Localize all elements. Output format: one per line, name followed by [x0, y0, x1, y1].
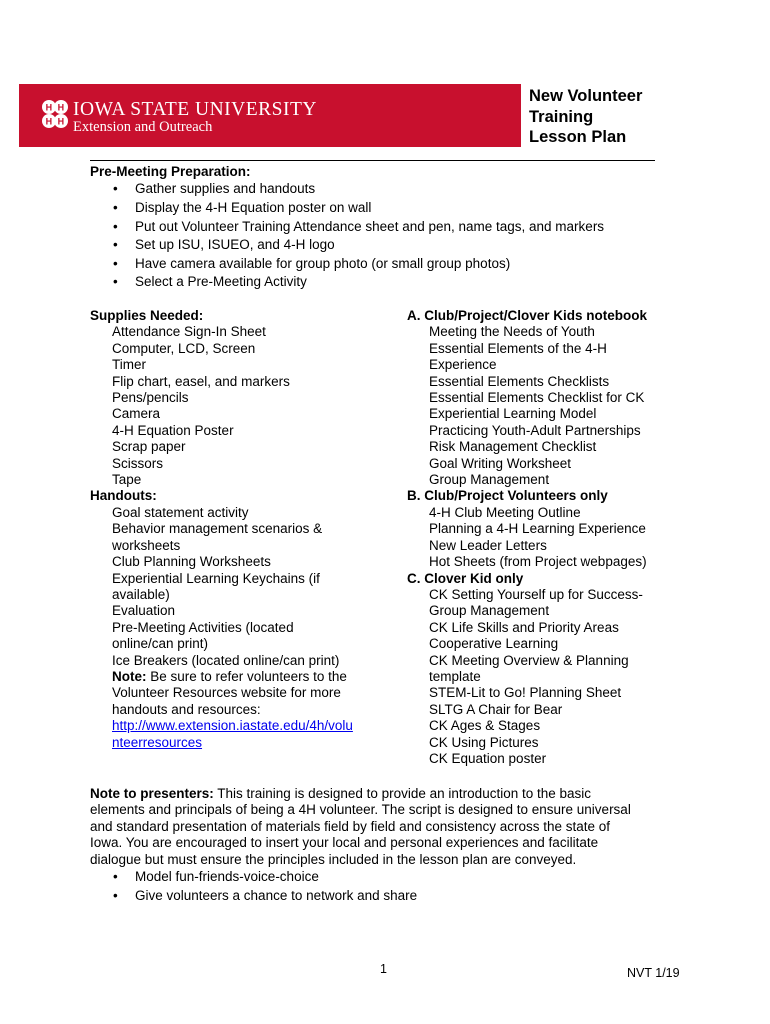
page-number: 1	[380, 962, 387, 976]
list-item: 4-H Club Meeting Outline	[429, 504, 581, 520]
list-item: Experiential Learning Keychains (if	[112, 570, 320, 586]
section-heading: C. Clover Kid only	[407, 570, 524, 586]
title-line: New Volunteer	[529, 87, 643, 105]
list-item: CK Life Skills and Priority Areas	[429, 619, 619, 635]
handouts-note	[112, 669, 390, 685]
section-c-list	[407, 587, 707, 767]
handouts-list	[90, 505, 390, 751]
note-text: Volunteer Resources website for more	[112, 685, 341, 701]
section-heading: Pre-Meeting Preparation:	[90, 164, 251, 179]
brand-subtitle: Extension and Outreach	[73, 119, 213, 135]
svg-text:H: H	[57, 116, 65, 127]
list-item: Flip chart, easel, and markers	[112, 373, 290, 389]
list-item: Hot Sheets (from Project webpages)	[429, 554, 647, 570]
title-line: Training	[529, 107, 594, 126]
list-item: Group Management	[429, 603, 550, 619]
list-item: Ice Breakers (located online/can print)	[112, 652, 340, 668]
list-item: Timer	[112, 357, 146, 373]
paragraph-text: This training is designed to provide an introduction to the basic	[213, 786, 592, 801]
list-item: Goal Writing Worksheet	[429, 455, 572, 471]
list-item: Goal statement activity	[112, 504, 249, 520]
list-item: SLTG A Chair for Bear	[429, 701, 563, 717]
list-item: Club Planning Worksheets	[112, 554, 271, 570]
isu-extension-banner	[19, 84, 521, 147]
paragraph-line: dialogue but must ensure the principles included in the lesson plan are conveyed.	[90, 851, 577, 867]
list-item: Cooperative Learning	[429, 636, 559, 652]
note-label: Note to presenters:	[90, 786, 214, 801]
list-item: Tape	[112, 472, 142, 488]
presenters-note	[90, 786, 690, 905]
list-item: CK Meeting Overview & Planning	[429, 652, 629, 668]
list-item: New Leader Letters	[429, 537, 547, 553]
list-item: • Give volunteers a chance to network and share	[90, 887, 690, 906]
volunteer-resources-link[interactable]: nteerresources	[112, 734, 203, 750]
list-item: Scissors	[112, 455, 164, 471]
list-item: Practicing Youth-Adult Partnerships	[429, 422, 641, 438]
list-item: CK Equation poster	[429, 750, 547, 766]
list-item: Essential Elements Checklists	[429, 373, 610, 389]
svg-text:H: H	[45, 102, 53, 113]
list-item: • Have camera available for group photo (or small group photos)	[90, 255, 690, 274]
paragraph-line: and standard presentation of materials field by field and consistency across the state of	[90, 818, 611, 834]
list-item: Group Management	[429, 472, 550, 488]
pre-meeting-section	[90, 164, 690, 292]
list-item: • Gather supplies and handouts	[90, 180, 690, 199]
list-item: Essential Elements of the 4-H	[429, 340, 607, 356]
section-heading: Supplies Needed:	[90, 308, 204, 323]
list-item: Experiential Learning Model	[429, 406, 597, 422]
pre-meeting-list	[90, 180, 690, 292]
list-item: Evaluation	[112, 603, 176, 619]
list-item: Experience	[429, 357, 497, 373]
list-item: Camera	[112, 406, 161, 422]
supplies-list	[90, 324, 390, 488]
list-item: CK Using Pictures	[429, 734, 539, 750]
section-a-list	[407, 324, 707, 488]
section-heading: Handouts:	[90, 488, 157, 504]
list-item: Computer, LCD, Screen	[112, 340, 256, 356]
section-heading: A. Club/Project/Clover Kids notebook	[407, 308, 648, 323]
list-item: template	[429, 668, 481, 684]
list-item: CK Setting Yourself up for Success-	[429, 586, 643, 602]
list-item: 4-H Equation Poster	[112, 422, 234, 438]
document-version: NVT 1/19	[627, 966, 680, 980]
4h-clover-icon	[37, 97, 73, 133]
list-item: worksheets	[112, 537, 181, 553]
title-line: Lesson Plan	[529, 128, 627, 146]
section-heading: B. Club/Project Volunteers only	[407, 488, 608, 504]
list-item: Planning a 4-H Learning Experience	[429, 521, 646, 537]
list-item: • Model fun-friends-voice-choice	[90, 868, 690, 887]
page-title	[529, 86, 759, 148]
note-text: handouts and resources:	[112, 701, 261, 717]
list-item: Scrap paper	[112, 439, 186, 455]
list-item: STEM-Lit to Go! Planning Sheet	[429, 685, 622, 701]
notebook-column	[407, 308, 707, 767]
paragraph-line: Iowa. You are encouraged to insert your local and personal experiences and facilitate	[90, 835, 599, 851]
list-item: Essential Elements Checklist for CK	[429, 390, 645, 406]
header-divider	[90, 160, 655, 161]
list-item: • Display the 4-H Equation poster on wall	[90, 199, 690, 218]
presenters-list	[90, 868, 690, 905]
list-item: available)	[112, 586, 170, 602]
list-item: • Set up ISU, ISUEO, and 4-H logo	[90, 236, 690, 255]
svg-text:H: H	[45, 116, 53, 127]
list-item: Attendance Sign-In Sheet	[112, 324, 266, 340]
section-b-list	[407, 505, 707, 571]
volunteer-resources-link[interactable]: http://www.extension.iastate.edu/4h/volu	[112, 718, 353, 734]
list-item: Pens/pencils	[112, 390, 189, 406]
list-item: Pre-Meeting Activities (located	[112, 619, 294, 635]
list-item: CK Ages & Stages	[429, 718, 541, 734]
supplies-handouts-column	[90, 308, 390, 751]
note-text: Be sure to refer volunteers to the	[146, 668, 347, 684]
brand-name: IOWA STATE UNIVERSITY	[73, 99, 318, 120]
list-item: Behavior management scenarios &	[112, 521, 323, 537]
list-item: • Select a Pre-Meeting Activity	[90, 273, 690, 292]
list-item: online/can print)	[112, 636, 209, 652]
paragraph-line: elements and principals of being a 4H volunteer. The script is designed to ensure universal	[90, 802, 631, 818]
list-item: Risk Management Checklist	[429, 439, 597, 455]
paragraph-line	[90, 786, 690, 802]
list-item: Meeting the Needs of Youth	[429, 324, 595, 340]
list-item: • Put out Volunteer Training Attendance sheet and pen, name tags, and markers	[90, 218, 690, 237]
svg-text:H: H	[57, 102, 65, 113]
note-label: Note:	[112, 668, 147, 684]
